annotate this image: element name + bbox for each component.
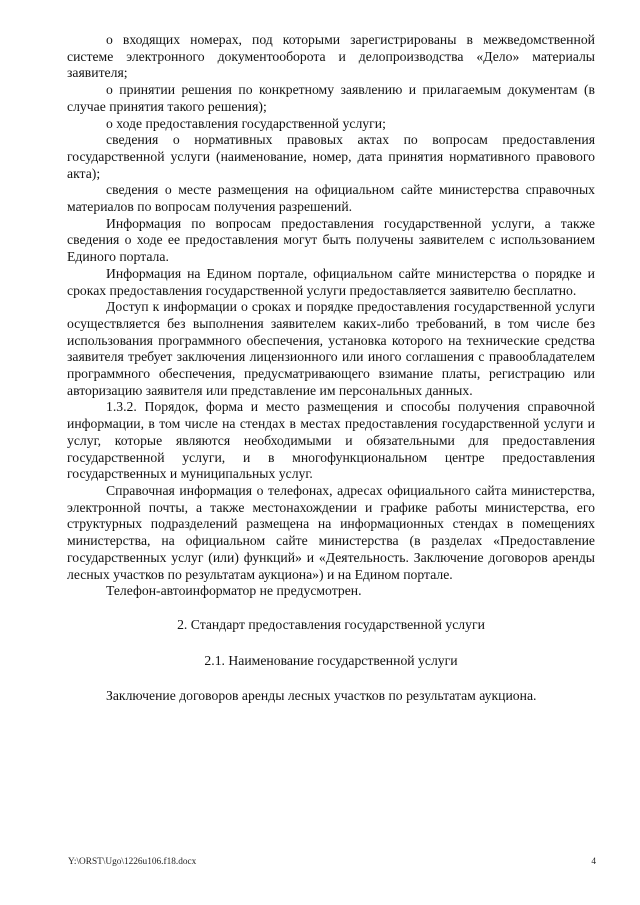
paragraph-portal-info: Информация по вопросам предоставления государственной услуги, а также сведения о ходе ее предоставления могут быть получены заявителем с использованием Единого портала. (67, 215, 595, 265)
paragraph-reference-info: Справочная информация о телефонах, адресах официального сайта министерства, электронной почты, а также местонахождении и графике работы министерства, его структурных подразделений размещена на информационных стендах в помещениях министерства, на официальном сайте министерства (в разделах «Предоставление государственных услуг (или) функций» и «Деятельность. Заключение договоров аренды лесных участков по результатам аукциона») и на Едином портале. (67, 482, 595, 582)
paragraph-legal-acts: сведения о нормативных правовых актах по вопросам предоставления государственной услуги (наименование, номер, дата принятия нормативного правового акта); (67, 132, 595, 181)
subsection-heading: 2.1. Наименование государственной услуги (204, 652, 458, 668)
paragraph-free-info: Информация на Едином портале, официальном сайте министерства о порядке и сроках предоставления государственной услуги предоставляется заявителю бесплатно. (67, 265, 595, 298)
service-name: Заключение договоров аренды лесных участков по результатам аукциона. (106, 688, 537, 704)
paragraph-decision: о принятии решения по конкретному заявлению и прилагаемым документам (в случае принятия такого решения); (67, 82, 595, 114)
document-page (67, 32, 595, 705)
paragraph-reference-materials: сведения о месте размещения на официальном сайте министерства справочных материалов по вопросам получения разрешений. (67, 182, 595, 215)
page-number: 4 (591, 857, 596, 867)
paragraph-incoming-numbers: о входящих номерах, под которыми зарегистрированы в межведомственной системе электронного документооборота и делопроизводства «Дело» материалы заявителя; (67, 32, 595, 81)
file-path: Y:\ORST\Ugo\1226u106.f18.docx (68, 857, 197, 867)
section-heading: 2. Стандарт предоставления государственной услуги (177, 616, 485, 632)
paragraph-service-progress: о ходе предоставления государственной услуги; (106, 115, 386, 131)
paragraph-autoinformer: Телефон-автоинформатор не предусмотрен. (106, 583, 362, 599)
paragraph-access: Доступ к информации о сроках и порядке предоставления государственной услуги осуществляется без выполнения заявителем каких-либо требований, в том числе без использования программного обеспечения, установка которого на технические средства заявителя требует заключения лицензионного или иного соглашения с правообладателем программного обеспечения, предусматривающего взимание платы, регистрацию или авторизацию заявителя или представление им персональных данных. (67, 299, 595, 398)
paragraph-1-3-2: 1.3.2. Порядок, форма и место размещения и способы получения справочной информации, в том числе на стендах в местах предоставления государственной услуги и услуг, которые являются необходимыми и обязательными для предоставления государственной услуги, и в многофункциональном центре предоставления государственных и муниципальных услуг. (67, 399, 595, 482)
